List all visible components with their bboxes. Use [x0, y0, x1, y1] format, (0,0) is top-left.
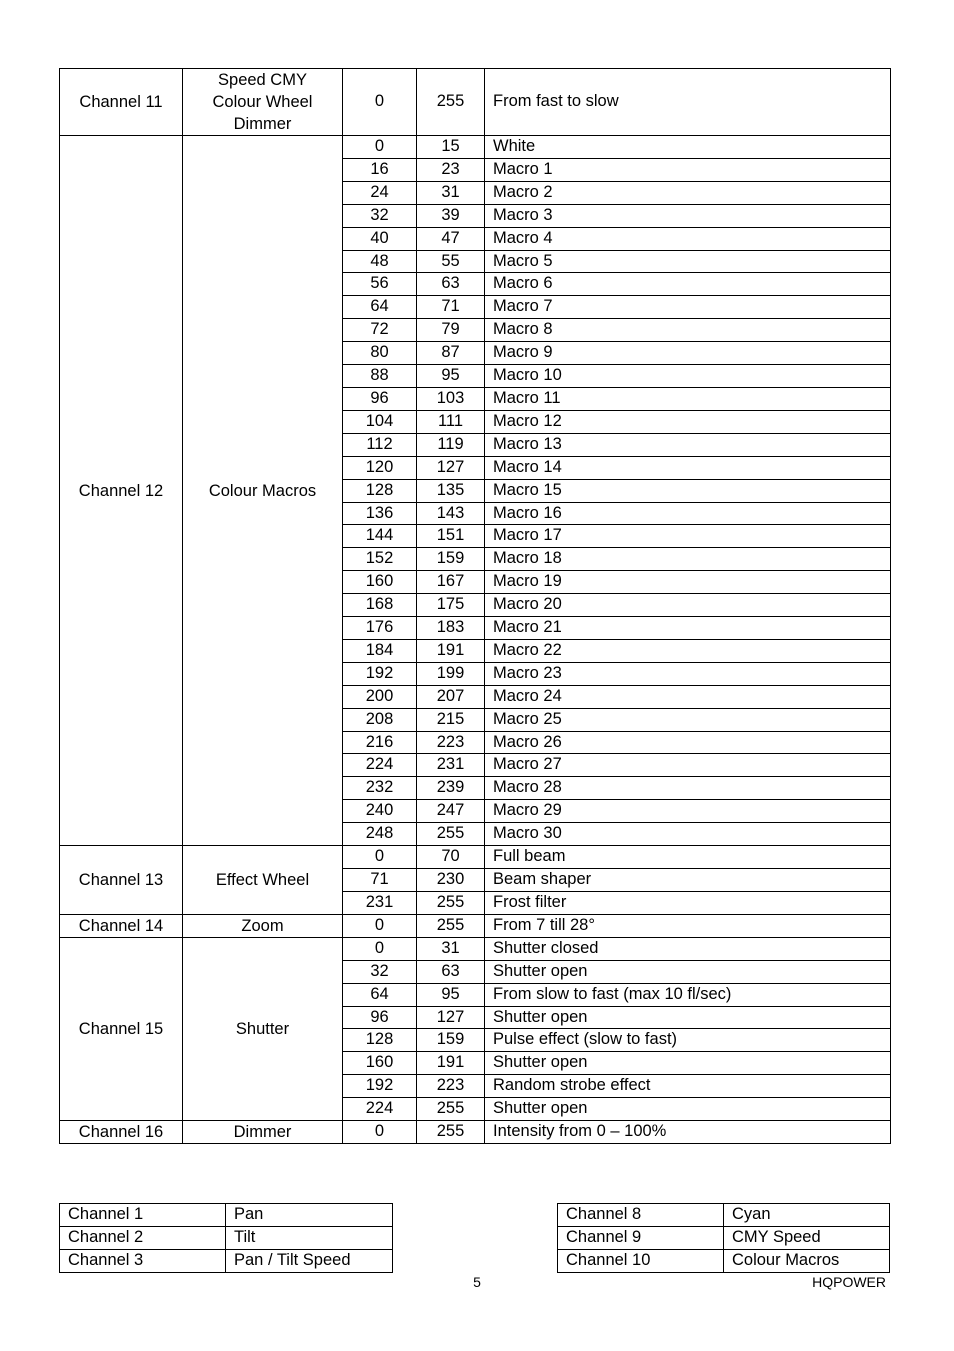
range-from: 144 — [343, 525, 417, 548]
channel-name: Channel 14 — [60, 914, 183, 937]
range-description: Macro 28 — [485, 777, 891, 800]
range-description: Macro 10 — [485, 365, 891, 388]
range-to: 199 — [417, 662, 485, 685]
range-from: 96 — [343, 1006, 417, 1029]
range-description: Macro 2 — [485, 181, 891, 204]
channel-summary-table-left — [59, 1203, 393, 1273]
range-to: 143 — [417, 502, 485, 525]
range-from: 160 — [343, 571, 417, 594]
range-to: 167 — [417, 571, 485, 594]
range-to: 215 — [417, 708, 485, 731]
range-to: 47 — [417, 227, 485, 250]
range-from: 168 — [343, 594, 417, 617]
range-from: 224 — [343, 1098, 417, 1121]
table-row — [60, 1249, 393, 1272]
range-description: White — [485, 136, 891, 159]
channel-function: Tilt — [226, 1226, 393, 1249]
channel-name: Channel 2 — [60, 1226, 226, 1249]
range-from: 152 — [343, 548, 417, 571]
range-from: 184 — [343, 639, 417, 662]
range-from: 64 — [343, 983, 417, 1006]
range-to: 135 — [417, 479, 485, 502]
range-description: Random strobe effect — [485, 1075, 891, 1098]
channel-function: Speed CMY Colour Wheel Dimmer — [183, 69, 343, 136]
range-description: Full beam — [485, 846, 891, 869]
range-from: 71 — [343, 869, 417, 892]
range-to: 231 — [417, 754, 485, 777]
range-from: 192 — [343, 662, 417, 685]
range-to: 15 — [417, 136, 485, 159]
range-from: 160 — [343, 1052, 417, 1075]
range-description: Macro 17 — [485, 525, 891, 548]
table-row — [60, 69, 891, 136]
table-row — [558, 1249, 890, 1272]
range-from: 72 — [343, 319, 417, 342]
channel-name: Channel 10 — [558, 1249, 724, 1272]
range-description: Macro 24 — [485, 685, 891, 708]
range-to: 31 — [417, 181, 485, 204]
range-description: Intensity from 0 – 100% — [485, 1121, 891, 1144]
channel-function: Colour Macros — [724, 1249, 890, 1272]
range-description: Macro 25 — [485, 708, 891, 731]
range-to: 151 — [417, 525, 485, 548]
range-to: 255 — [417, 891, 485, 914]
range-from: 192 — [343, 1075, 417, 1098]
range-to: 191 — [417, 1052, 485, 1075]
range-from: 128 — [343, 479, 417, 502]
range-from: 0 — [343, 1121, 417, 1144]
range-to: 70 — [417, 846, 485, 869]
range-description: Pulse effect (slow to fast) — [485, 1029, 891, 1052]
range-from: 0 — [343, 69, 417, 136]
range-from: 56 — [343, 273, 417, 296]
channel-function: Pan — [226, 1204, 393, 1227]
range-description: Macro 11 — [485, 387, 891, 410]
channel-function: CMY Speed — [724, 1226, 890, 1249]
range-description: Shutter open — [485, 1098, 891, 1121]
range-from: 0 — [343, 136, 417, 159]
range-from: 48 — [343, 250, 417, 273]
range-from: 104 — [343, 410, 417, 433]
range-description: From fast to slow — [485, 69, 891, 136]
channel-name: Channel 13 — [60, 846, 183, 915]
channel-name: Channel 11 — [60, 69, 183, 136]
range-to: 95 — [417, 365, 485, 388]
range-to: 255 — [417, 1098, 485, 1121]
channel-name: Channel 1 — [60, 1204, 226, 1227]
range-description: From 7 till 28° — [485, 914, 891, 937]
range-description: Macro 3 — [485, 204, 891, 227]
range-from: 248 — [343, 823, 417, 846]
range-description: Macro 12 — [485, 410, 891, 433]
range-to: 207 — [417, 685, 485, 708]
range-to: 127 — [417, 1006, 485, 1029]
range-description: Macro 13 — [485, 433, 891, 456]
range-description: Beam shaper — [485, 869, 891, 892]
table-row — [60, 1204, 393, 1227]
range-to: 159 — [417, 548, 485, 571]
range-from: 231 — [343, 891, 417, 914]
range-from: 176 — [343, 617, 417, 640]
range-to: 223 — [417, 1075, 485, 1098]
range-description: Frost filter — [485, 891, 891, 914]
range-to: 79 — [417, 319, 485, 342]
range-description: Macro 22 — [485, 639, 891, 662]
channel-function: Zoom — [183, 914, 343, 937]
range-description: Macro 20 — [485, 594, 891, 617]
range-description: Shutter open — [485, 1052, 891, 1075]
range-description: Macro 6 — [485, 273, 891, 296]
table-row — [60, 914, 891, 937]
brand-label: HQPOWER — [812, 1274, 886, 1290]
range-to: 95 — [417, 983, 485, 1006]
range-to: 183 — [417, 617, 485, 640]
range-description: Macro 14 — [485, 456, 891, 479]
range-to: 31 — [417, 937, 485, 960]
range-to: 63 — [417, 960, 485, 983]
range-to: 159 — [417, 1029, 485, 1052]
range-from: 40 — [343, 227, 417, 250]
range-to: 247 — [417, 800, 485, 823]
table-row — [558, 1226, 890, 1249]
range-from: 16 — [343, 158, 417, 181]
range-to: 255 — [417, 914, 485, 937]
range-to: 191 — [417, 639, 485, 662]
range-description: Macro 4 — [485, 227, 891, 250]
table-row — [558, 1204, 890, 1227]
range-to: 39 — [417, 204, 485, 227]
range-from: 24 — [343, 181, 417, 204]
range-description: Macro 15 — [485, 479, 891, 502]
range-description: Macro 27 — [485, 754, 891, 777]
range-description: Macro 16 — [485, 502, 891, 525]
range-description: Macro 26 — [485, 731, 891, 754]
channel-function: Colour Macros — [183, 136, 343, 846]
channel-function: Pan / Tilt Speed — [226, 1249, 393, 1272]
range-to: 23 — [417, 158, 485, 181]
range-from: 232 — [343, 777, 417, 800]
range-description: Macro 21 — [485, 617, 891, 640]
range-to: 103 — [417, 387, 485, 410]
range-from: 200 — [343, 685, 417, 708]
range-to: 255 — [417, 1121, 485, 1144]
channel-function: Dimmer — [183, 1121, 343, 1144]
range-from: 224 — [343, 754, 417, 777]
range-to: 230 — [417, 869, 485, 892]
page-number: 5 — [473, 1274, 481, 1290]
range-description: Macro 7 — [485, 296, 891, 319]
range-from: 216 — [343, 731, 417, 754]
channel-name: Channel 12 — [60, 136, 183, 846]
range-from: 32 — [343, 204, 417, 227]
range-description: Macro 23 — [485, 662, 891, 685]
range-from: 0 — [343, 937, 417, 960]
channel-function: Effect Wheel — [183, 846, 343, 915]
range-description: Macro 29 — [485, 800, 891, 823]
range-to: 255 — [417, 823, 485, 846]
range-from: 0 — [343, 846, 417, 869]
range-to: 239 — [417, 777, 485, 800]
channel-name: Channel 15 — [60, 937, 183, 1120]
range-description: From slow to fast (max 10 fl/sec) — [485, 983, 891, 1006]
range-description: Macro 30 — [485, 823, 891, 846]
range-to: 119 — [417, 433, 485, 456]
channel-name: Channel 3 — [60, 1249, 226, 1272]
range-description: Macro 19 — [485, 571, 891, 594]
range-from: 0 — [343, 914, 417, 937]
range-to: 87 — [417, 342, 485, 365]
range-description: Macro 5 — [485, 250, 891, 273]
range-from: 240 — [343, 800, 417, 823]
channel-name: Channel 8 — [558, 1204, 724, 1227]
range-to: 63 — [417, 273, 485, 296]
table-row — [60, 1121, 891, 1144]
range-description: Shutter open — [485, 1006, 891, 1029]
range-from: 120 — [343, 456, 417, 479]
range-description: Macro 8 — [485, 319, 891, 342]
range-from: 64 — [343, 296, 417, 319]
table-row — [60, 937, 891, 960]
table-row — [60, 846, 891, 869]
channel-name: Channel 16 — [60, 1121, 183, 1144]
range-description: Shutter open — [485, 960, 891, 983]
range-description: Macro 1 — [485, 158, 891, 181]
range-description: Shutter closed — [485, 937, 891, 960]
range-to: 127 — [417, 456, 485, 479]
range-description: Macro 9 — [485, 342, 891, 365]
range-to: 111 — [417, 410, 485, 433]
range-to: 71 — [417, 296, 485, 319]
channel-function: Cyan — [724, 1204, 890, 1227]
table-row — [60, 1226, 393, 1249]
range-description: Macro 18 — [485, 548, 891, 571]
channel-function: Shutter — [183, 937, 343, 1120]
range-from: 88 — [343, 365, 417, 388]
range-from: 128 — [343, 1029, 417, 1052]
dmx-channel-table — [59, 68, 891, 1144]
range-from: 136 — [343, 502, 417, 525]
range-to: 255 — [417, 69, 485, 136]
range-from: 80 — [343, 342, 417, 365]
range-from: 96 — [343, 387, 417, 410]
channel-name: Channel 9 — [558, 1226, 724, 1249]
range-to: 55 — [417, 250, 485, 273]
table-row — [60, 136, 891, 159]
range-from: 208 — [343, 708, 417, 731]
channel-summary-table-right — [557, 1203, 890, 1273]
range-from: 112 — [343, 433, 417, 456]
range-to: 223 — [417, 731, 485, 754]
range-to: 175 — [417, 594, 485, 617]
range-from: 32 — [343, 960, 417, 983]
